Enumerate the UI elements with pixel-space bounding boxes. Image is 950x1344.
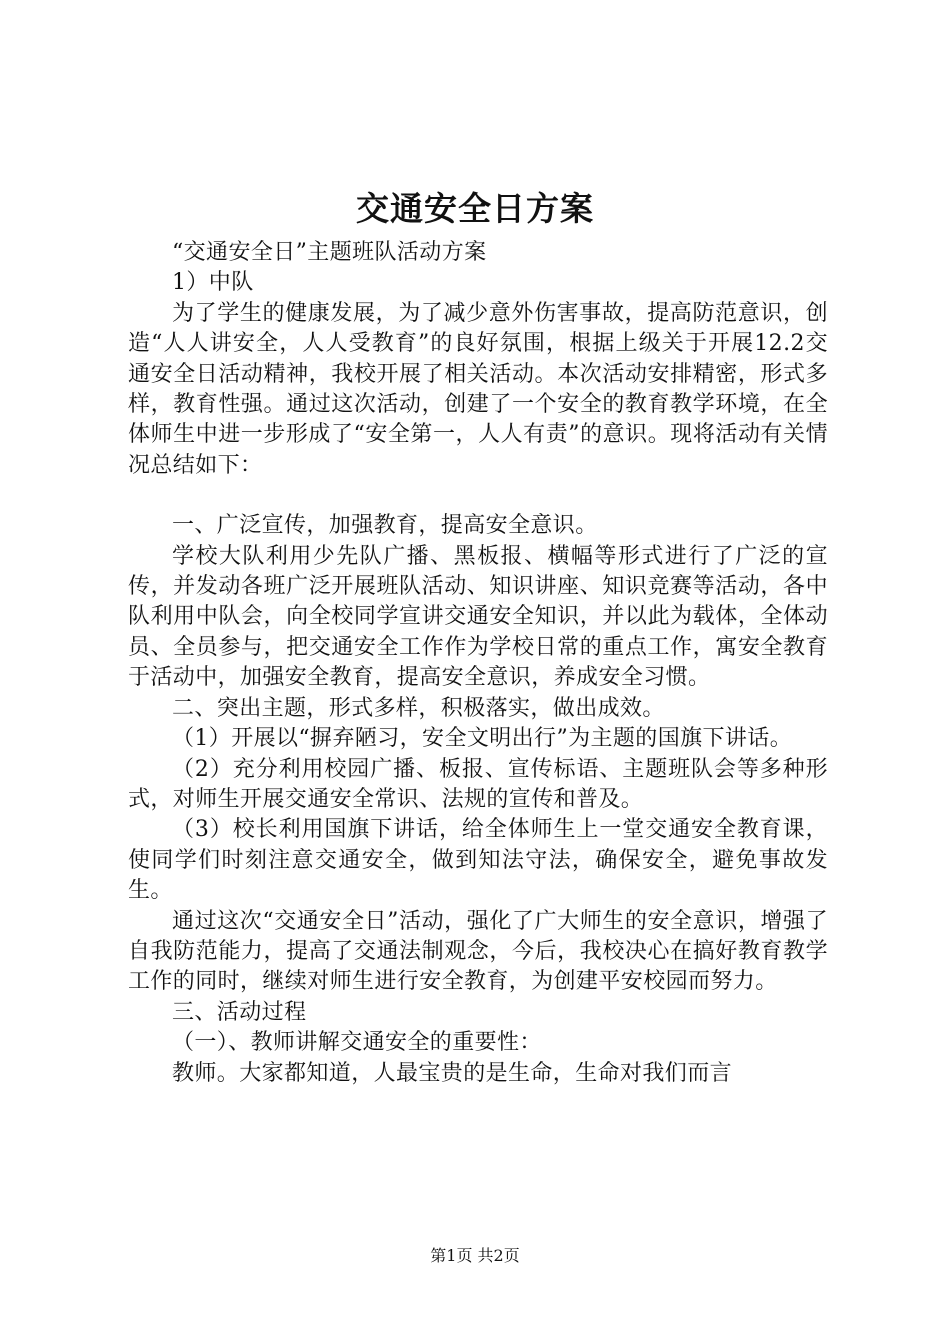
- body-paragraph: 学校大队利用少先队广播、黑板报、横幅等形式进行了广泛的宣传，并发动各班广泛开展班队活动、知识讲座、知识竞赛等活动，各中队利用中队会，向全校同学宣讲交通安全知识，并以此为载体，全体动员、全员参与，把交通安全工作作为学校日常的重点工作，寓安全教育于活动中，加强安全教育，提高安全意识，养成安全习惯。: [128, 543, 828, 691]
- subsection-heading: （一）、教师讲解交通安全的重要性：: [172, 1030, 542, 1056]
- section-heading-1: 一、广泛宣传，加强教育，提高安全意识。: [172, 513, 598, 539]
- body-paragraph: 教师。大家都知道，人最宝贵的是生命，生命对我们而言: [172, 1060, 733, 1086]
- section-heading-3: 三、活动过程: [172, 999, 307, 1025]
- document-body: [128, 238, 828, 1089]
- list-item-3: （3）校长利用国旗下讲话，给全体师生上一堂交通安全教育课，使同学们时刻注意交通安全，做到知法守法，确保安全，避免事故发生。: [128, 817, 828, 904]
- list-item-1: （1）开展以“摒弃陋习，安全文明出行”为主题的国旗下讲话。: [172, 726, 793, 752]
- unit-label-paragraph: 1）中队: [172, 270, 254, 296]
- summary-paragraph: 通过这次“交通安全日”活动，强化了广大师生的安全意识，增强了自我防范能力，提高了交通法制观念，今后，我校决心在搞好教育教学工作的同时，继续对师生进行安全教育，为创建平安校园而努力。: [128, 908, 828, 995]
- section-heading-2: 二、突出主题，形式多样，积极落实，做出成效。: [172, 695, 665, 721]
- document-title: 交通安全日方案: [356, 189, 594, 228]
- subtitle-paragraph: “交通安全日”主题班队活动方案: [172, 240, 487, 265]
- page-footer: 第1页 共2页: [430, 1246, 520, 1265]
- intro-paragraph: 为了学生的健康发展，为了减少意外伤害事故，提高防范意识，创造“人人讲安全，人人受教育”的良好氛围，根据上级关于开展12.2交通安全日活动精神，我校开展了相关活动。本次活动安排精密，形式多样，教育性强。通过这次活动，创建了一个安全的教育教学环境，在全体师生中进一步形成了“安全第一，人人有责”的意识。现将活动有关情况总结如下：: [128, 300, 828, 478]
- list-item-2: （2）充分利用校园广播、板报、宣传标语、主题班队会等多种形式，对师生开展交通安全常识、法规的宣传和普及。: [128, 756, 828, 812]
